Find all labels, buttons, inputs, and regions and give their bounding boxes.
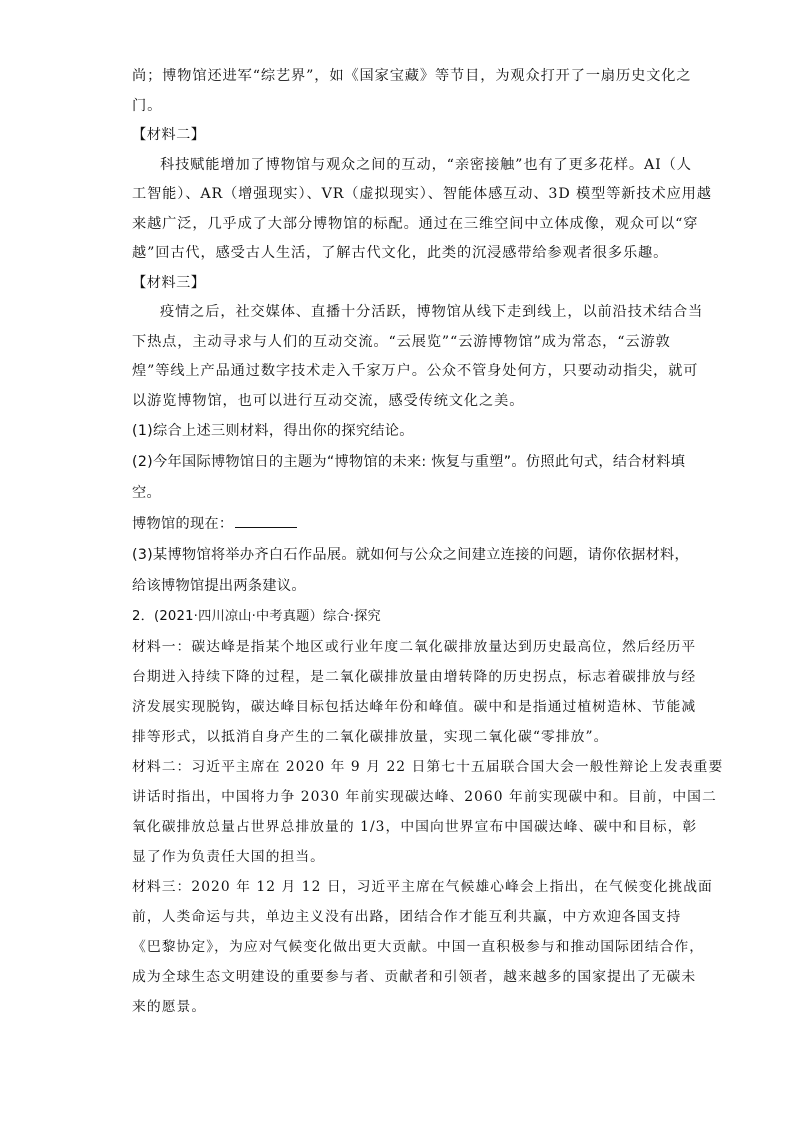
question-3-line: 给该博物馆提出两条建议。: [132, 578, 306, 594]
paragraph-line: 济发展实现脱钩，碳达峰目标包括达峰年份和峰值。碳中和是指通过植树造林、节能减: [132, 699, 697, 715]
passage-continuation: [132, 62, 692, 121]
paragraph-line: 材料三：2020 年 12 月 12 日，习近平主席在气候雄心峰会上指出，在气候变化挑战面: [132, 879, 713, 895]
fill-label: 博物馆的现在：: [132, 516, 234, 532]
paragraph-line: 以游览博物馆，也可以进行互动交流，感受传统文化之美。: [132, 392, 525, 409]
paragraph-line: 门。: [132, 97, 163, 114]
question-2-line: (2)今年国际博物馆日的主题为“博物馆的未来: 恢复与重塑”。仿照此句式，结合材料填: [132, 454, 686, 470]
paragraph-line: 显了作为负责任大国的担当。: [132, 849, 326, 865]
paragraph-line: 排等形式，以抵消自身产生的二氧化碳排放量，实现二氧化碳“零排放”。: [132, 729, 609, 745]
material-3-heading: 【材料三】: [132, 274, 206, 291]
answer-blank[interactable]: [235, 513, 297, 528]
problem-2: [132, 602, 724, 1022]
paragraph-line: 来越广泛，几乎成了大部分博物馆的标配。通过在三维空间中立体成像，观众可以“穿: [132, 215, 699, 232]
problem-2-title: 2．(2021·四川凉山·中考真题）综合·探究: [132, 609, 381, 624]
paragraph-line: 尚；博物馆还进军“综艺界”，如《国家宝藏》等节目，为观众打开了一扇历史文化之: [132, 68, 692, 84]
paragraph-line: 《巴黎协定》，为应对气候变化做出更大贡献。中国一直积极参与和推动国际团结合作，: [132, 939, 705, 955]
question-2-line: 空。: [132, 485, 161, 501]
paragraph-line: 科技赋能增加了博物馆与观众之间的互动，“亲密接触”也有了更多花样。AI（人: [160, 156, 692, 173]
material-2-heading: 【材料二】: [132, 127, 206, 143]
question-1: (1)综合上述三则材料，得出你的探究结论。: [132, 423, 414, 439]
paragraph-line: 工智能）、AR（增强现实）、VR（虚拟现实）、智能体感互动、3D 模型等新技术应用越: [132, 186, 712, 202]
material-2: [132, 121, 712, 269]
paragraph-line: 讲话时指出，中国将力争 2030 年前实现碳达峰、2060 年前实现碳中和。目前，中国二: [132, 789, 717, 805]
paragraph-line: 成为全球生态文明建设的重要参与者、贡献者和引领者，越来越多的国家提出了无碳未: [132, 969, 697, 985]
paragraph-line: 疫情之后，社交媒体、直播十分活跃，博物馆从线下走到线上，以前沿技术结合当: [160, 304, 704, 320]
paragraph-line: 下热点，主动寻求与人们的互动交流。“云展览”“云游博物馆”成为常态，“云游敦: [132, 333, 671, 350]
questions: [132, 416, 690, 602]
paragraph-line: 煌”等线上产品通过数字技术走入千家万户。公众不管身处何方，只要动动指尖，就可: [132, 363, 699, 379]
paragraph-line: 材料一：碳达峰是指某个地区或行业年度二氧化碳排放量达到历史最高位，然后经历平: [132, 639, 697, 655]
paragraph-line: 台期进入持续下降的过程，是二氧化碳排放量由增转降的历史拐点，标志着碳排放与经: [132, 669, 697, 685]
question-3-line: (3)某博物馆将举办齐白石作品展。就如何与公众之间建立连接的问题，请你依据材料，: [132, 547, 690, 563]
paragraph-line: 前，人类命运与共，单边主义没有出路，团结合作才能互利共赢，中方欢迎各国支持: [132, 909, 682, 925]
material-3: [132, 269, 704, 417]
document-page: [132, 62, 724, 1022]
question-2-fill: [132, 509, 668, 540]
paragraph-line: 来的愿景。: [132, 999, 207, 1015]
paragraph-line: 越”回古代，感受古人生活，了解古代文化，此类的沉浸感带给参观者很多乐趣。: [132, 245, 669, 261]
paragraph-line: 材料二：习近平主席在 2020 年 9 月 22 日第七十五届联合国大会一般性辩论上发表重要: [132, 759, 724, 775]
paragraph-line: 氧化碳排放总量占世界总排放量的 1/3，中国向世界宣布中国碳达峰、碳中和目标，彰: [132, 819, 698, 835]
